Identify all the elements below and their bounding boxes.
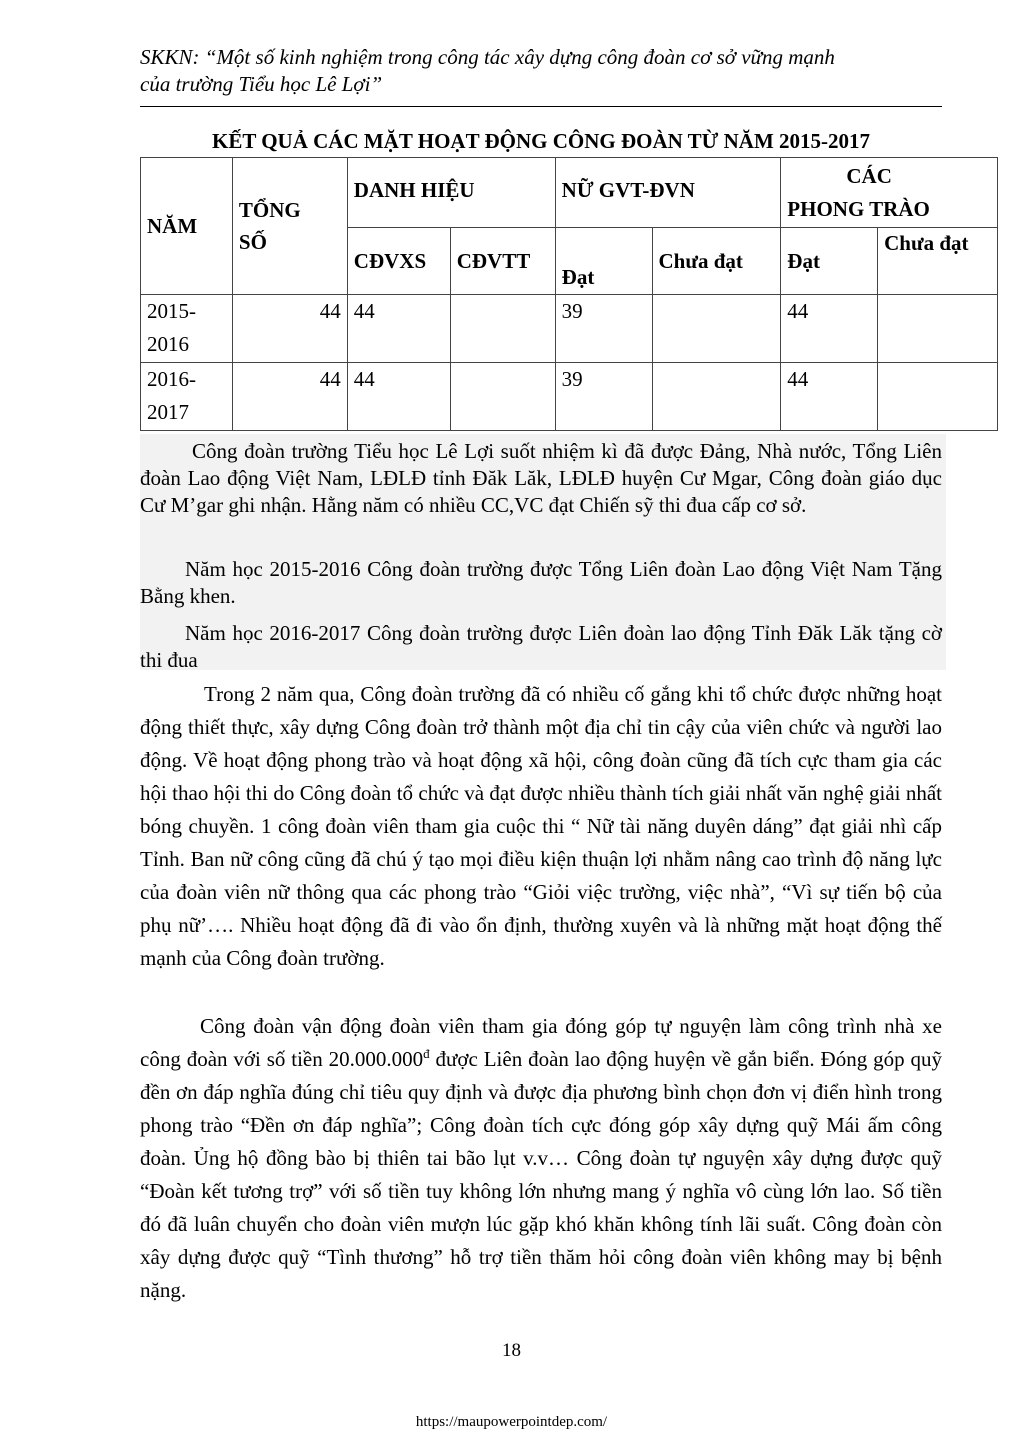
paragraph-achievements: Công đoàn trường Tiểu học Lê Lợi suốt nhiệm kì đã được Đảng, Nhà nước, Tổng Liên đoàn Lao động Việt Nam, LĐLĐ tỉnh Đăk Lăk, LĐLĐ huyện Cư Mgar, Công đoàn giáo dục Cư M’gar ghi nhận. Hằng năm có nhiều CC,VC đạt Chiến sỹ thi đua cấp cơ sở. [140,439,942,517]
header-nu-chua-dat: Chưa đạt [652,228,781,295]
table-row [141,363,998,431]
cell-tong-so: 44 [232,295,347,363]
paragraph-contributions: Công đoàn vận động đoàn viên tham gia đóng góp tự nguyện làm công trình nhà xe công đoàn với số tiền $20.000.000^đ$ được Liên đoàn lao động huyện về gắn biển. Đóng góp quỹ đền ơn đáp nghĩa đúng chỉ tiêu quy định và được địa phương bình chọn đơn vị điển hình trong phong trào “Đền ơn đáp nghĩa”; Công đoàn tích cực đóng góp xây dựng quỹ Mái ấm công đoàn. Ủng hộ đồng bào bị thiên tai bão lụt v.v… Công đoàn tự nguyện xây dựng được quỹ “Đoàn kết tương trợ” với số tiền tuy không lớn nhưng mang ý nghĩa vô cùng lớn lao. Số tiền đó đã luân chuyển cho đoàn viên mượn lúc gặp khó khăn không tính lãi suất. Công đoàn còn xây dựng được quỹ “Tình thương” hỗ trợ tiền thăm hỏi công đoàn viên không may bị bệnh nặng. [140,1014,942,1302]
paragraph-2015-2016: Năm học 2015-2016 Công đoàn trường được Tổng Liên đoàn Lao động Việt Nam Tặng Bằng khen. [140,557,942,608]
table-row [141,295,998,363]
paragraph-activities: Trong 2 năm qua, Công đoàn trường đã có nhiều cố gắng khi tổ chức được những hoạt động thiết thực, xây dựng Công đoàn trở thành một địa chỉ tin cậy của viên chức và người lao động. Về hoạt động phong trào và hoạt động xã hội, công đoàn cũng đã tích cực tham gia các hội thao hội thi do Công đoàn tổ chức và đạt được nhiều thành tích giải nhất văn nghệ giải nhất bóng chuyền. 1 công đoàn viên tham gia cuộc thi “ Nữ tài năng duyên dáng” đạt giải nhì cấp Tỉnh. Ban nữ công cũng đã chú ý tạo mọi điều kiện thuận lợi nhằm nâng cao trình độ năng lực của đoàn viên nữ thông qua các phong trào “Giỏi việc trường, việc nhà”, “Vì sự tiến bộ của phụ nữ’…. Nhiều hoạt động đã đi vào ổn định, thường xuyên và là những mặt hoạt động thế mạnh của Công đoàn trường. [140,682,942,970]
header-pt-chua-dat: Chưa đạt [878,228,998,295]
cell-cdvxs: 44 [347,363,450,431]
header-line-1: SKKN: “Một số kinh nghiệm trong công tác xây dựng công đoàn cơ sở vững mạnh [140,45,835,69]
header-tong-so: TỔNG SỐ [232,158,347,295]
cell-pt-chua-dat [878,363,998,431]
page-number: 18 [502,1340,521,1361]
header-cac-phong-trao: CÁC PHONG TRÀO [781,158,998,228]
header-cdvtt: CĐVTT [450,228,555,295]
cell-year: 2015- 2016 [141,295,233,363]
table-header-row-1 [141,158,998,228]
header-nu-dat: Đạt [555,228,652,295]
header-line-2: của trường Tiểu học Lê Lợi” [140,72,383,96]
header-nam: NĂM [141,158,233,295]
header-danh-hieu: DANH HIỆU [347,158,555,228]
cell-nu-chua-dat [652,363,781,431]
cell-nu-chua-dat [652,295,781,363]
cell-cdvtt [450,363,555,431]
cell-pt-chua-dat [878,295,998,363]
header-nu-gvt-dvn: NỮ GVT-ĐVN [555,158,781,228]
cell-nu-dat: 39 [555,295,652,363]
header-divider [140,106,942,107]
cell-cdvtt [450,295,555,363]
header-cdvxs: CĐVXS [347,228,450,295]
cell-pt-dat: 44 [781,295,878,363]
header-pt-dat: Đạt [781,228,878,295]
paragraph-2016-2017: Năm học 2016-2017 Công đoàn trường được Liên đoàn lao động Tỉnh Đăk Lăk tặng cờ thi đua [140,621,942,672]
results-table [140,157,998,431]
cell-tong-so: 44 [232,363,347,431]
cell-nu-dat: 39 [555,363,652,431]
footer-url: https://maupowerpointdep.com/ [415,1414,608,1430]
table-title: KẾT QUẢ CÁC MẶT HOẠT ĐỘNG CÔNG ĐOÀN TỪ NĂM 2015-2017 [211,129,871,153]
cell-cdvxs: 44 [347,295,450,363]
cell-pt-dat: 44 [781,363,878,431]
document-header [140,44,942,98]
cell-year: 2016- 2017 [141,363,233,431]
